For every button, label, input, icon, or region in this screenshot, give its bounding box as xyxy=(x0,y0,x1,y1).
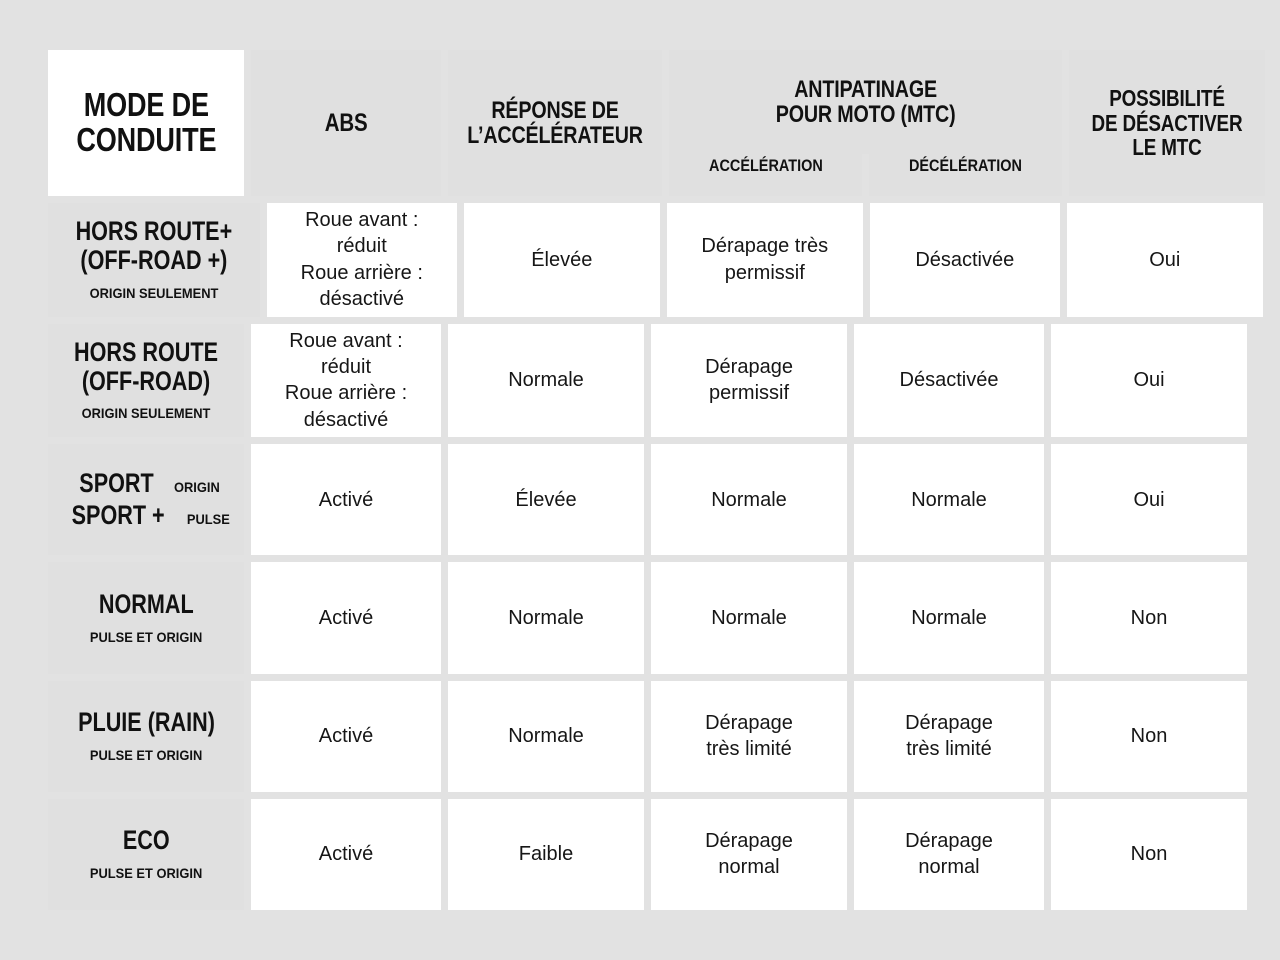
table-row xyxy=(48,799,1232,910)
header-mtc-decel-label: DÉCÉLÉRATION xyxy=(909,156,1023,175)
mtc-decel-line1: Normale xyxy=(911,488,987,511)
header-throttle-line2: L’ACCÉLÉRATEUR xyxy=(467,122,643,149)
mtc-accel-line2: permissif xyxy=(709,382,790,405)
header-cell-mode xyxy=(48,50,244,196)
cell-throttle-response: Normale xyxy=(448,562,644,673)
cell-mtc-deceleration xyxy=(854,444,1044,555)
table-row xyxy=(48,562,1232,673)
mtc-decel-line1: Normale xyxy=(911,606,987,629)
mtc-accel-line1: Normale xyxy=(711,606,787,629)
header-mtc-subrow xyxy=(669,154,1062,196)
header-deactivate-line3: LE MTC xyxy=(1132,134,1202,161)
cell-mtc-deactivation: Non xyxy=(1051,562,1247,673)
header-mtc-line2: POUR MOTO (MTC) xyxy=(775,101,956,128)
cell-mtc-acceleration xyxy=(651,681,847,792)
table-row xyxy=(48,444,1232,555)
mode-availability: ORIGIN SEULEMENT xyxy=(81,405,211,422)
cell-mode-name xyxy=(48,799,244,910)
cell-mtc-deceleration xyxy=(870,203,1060,317)
abs-line2: réduit xyxy=(321,355,372,378)
mode-name-sport-plus: SPORT + xyxy=(71,499,165,530)
abs-line3: Roue arrière : xyxy=(284,382,408,405)
table-header-row xyxy=(48,50,1243,196)
mode-availability: PULSE ET ORIGIN xyxy=(89,865,203,882)
mode-availability-origin: ORIGIN xyxy=(174,479,220,496)
cell-mtc-acceleration xyxy=(651,562,847,673)
table-grid xyxy=(48,50,1243,910)
cell-abs xyxy=(267,203,457,317)
mode-name-line1: PLUIE (RAIN) xyxy=(77,707,215,737)
mode-name-line1: HORS ROUTE xyxy=(74,336,219,367)
cell-throttle-response: Élevée xyxy=(464,203,660,317)
cell-mode-name xyxy=(48,444,244,555)
cell-mtc-acceleration xyxy=(651,324,847,438)
mode-name-line2: (OFF-ROAD +) xyxy=(80,245,228,276)
cell-abs xyxy=(251,444,441,555)
cell-mtc-deactivation: Oui xyxy=(1051,324,1247,438)
cell-abs xyxy=(251,562,441,673)
mtc-decel-line1: Dérapage xyxy=(905,830,993,852)
mode-name-line2: (OFF-ROAD) xyxy=(81,365,211,396)
header-cell-throttle-response xyxy=(448,50,662,196)
header-throttle-line1: RÉPONSE DE xyxy=(491,96,619,124)
header-cell-mtc-group xyxy=(669,50,1062,196)
header-cell-abs xyxy=(251,50,441,196)
mtc-accel-line1: Normale xyxy=(711,488,787,511)
mode-name-line1: ECO xyxy=(122,825,170,856)
mode-availability: ORIGIN SEULEMENT xyxy=(89,284,219,301)
header-mtc-title xyxy=(669,50,1062,154)
abs-line1: Activé xyxy=(318,724,374,747)
abs-line2: réduit xyxy=(336,235,387,258)
cell-mtc-deceleration xyxy=(854,799,1044,910)
cell-throttle-response: Normale xyxy=(448,681,644,792)
mode-name-line1: NORMAL xyxy=(98,588,194,619)
header-mtc-line1: ANTIPATINAGE xyxy=(794,75,937,103)
abs-line1: Roue avant : xyxy=(289,329,403,352)
mode-availability: PULSE ET ORIGIN xyxy=(89,746,203,763)
abs-line1: Roue avant : xyxy=(305,209,419,231)
header-cell-mtc-acceleration xyxy=(669,154,862,196)
header-deactivate-line1: POSSIBILITÉ xyxy=(1109,85,1225,112)
mtc-accel-line1: Dérapage xyxy=(705,711,793,734)
sport-line-1 xyxy=(70,469,222,499)
mode-availability: PULSE ET ORIGIN xyxy=(89,628,203,645)
table-row xyxy=(48,324,1232,438)
cell-abs xyxy=(251,681,441,792)
mtc-accel-line2: très limité xyxy=(706,738,792,761)
header-deactivate-line2: DE DÉSACTIVER xyxy=(1091,109,1243,136)
cell-abs xyxy=(251,324,441,438)
abs-line4: désactivé xyxy=(319,288,405,311)
cell-throttle-response: Faible xyxy=(448,799,644,910)
cell-mtc-acceleration xyxy=(651,799,847,910)
abs-line1: Activé xyxy=(318,843,374,866)
mtc-decel-line2: très limité xyxy=(906,738,992,761)
header-cell-mtc-deceleration xyxy=(869,154,1062,196)
mtc-decel-line1: Désactivée xyxy=(915,248,1015,271)
abs-line1: Activé xyxy=(318,488,374,511)
cell-mtc-deactivation: Non xyxy=(1051,681,1247,792)
cell-mtc-deactivation: Oui xyxy=(1051,444,1247,555)
sport-line-2 xyxy=(60,501,232,531)
mtc-decel-line1: Dérapage xyxy=(905,711,993,734)
cell-mode-name xyxy=(48,324,244,438)
abs-line4: désactivé xyxy=(303,408,389,431)
cell-throttle-response: Normale xyxy=(448,324,644,438)
header-mode-line2: CONDUITE xyxy=(75,121,216,158)
table-row xyxy=(48,203,1232,317)
mtc-decel-line2: normal xyxy=(918,856,980,879)
riding-modes-table xyxy=(48,50,1243,910)
header-cell-mtc-deactivation xyxy=(1069,50,1265,196)
mtc-decel-line1: Désactivée xyxy=(899,369,999,392)
cell-mtc-deceleration xyxy=(854,324,1044,438)
mtc-accel-line1: Dérapage xyxy=(705,355,793,378)
header-abs-label: ABS xyxy=(324,108,368,137)
mtc-accel-line2: normal xyxy=(718,856,780,879)
abs-line3: Roue arrière : xyxy=(300,261,423,284)
cell-throttle-response: Élevée xyxy=(448,444,644,555)
cell-mode-name xyxy=(48,203,260,317)
mtc-accel-line1: Dérapage très xyxy=(701,235,829,258)
mtc-accel-line2: permissif xyxy=(724,261,805,284)
mode-name-line1: HORS ROUTE+ xyxy=(75,216,233,247)
table-row xyxy=(48,681,1232,792)
cell-mode-name xyxy=(48,562,244,673)
cell-mtc-deactivation: Oui xyxy=(1067,203,1263,317)
cell-mtc-acceleration xyxy=(667,203,863,317)
abs-line1: Activé xyxy=(318,606,374,629)
header-mode-line1: MODE DE xyxy=(83,86,209,124)
cell-mtc-deceleration xyxy=(854,562,1044,673)
mode-name-sport: SPORT xyxy=(79,468,154,499)
mode-availability-pulse: PULSE xyxy=(187,510,231,527)
cell-mtc-deceleration xyxy=(854,681,1044,792)
cell-mtc-acceleration xyxy=(651,444,847,555)
cell-abs xyxy=(251,799,441,910)
mtc-accel-line1: Dérapage xyxy=(705,830,793,852)
cell-mtc-deactivation: Non xyxy=(1051,799,1247,910)
cell-mode-name xyxy=(48,681,244,792)
header-mtc-accel-label: ACCÉLÉRATION xyxy=(708,156,823,175)
